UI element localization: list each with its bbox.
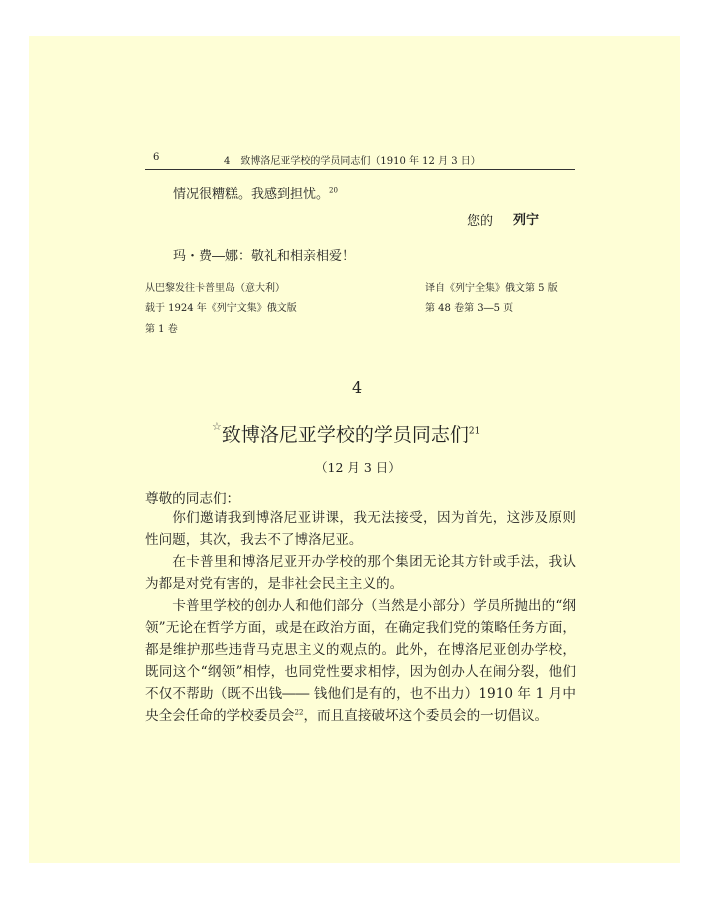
footnote-ref-21: 21: [468, 426, 481, 437]
closing-yours: 您的: [467, 214, 494, 229]
paragraph-1: 你们邀请我到博洛尼亚讲课，我无法接受，因为首先，这涉及原则性问题，其次，我去不了博洛尼亚。: [145, 510, 576, 548]
page-number: 6: [153, 152, 160, 163]
closing-signature: 列宁: [513, 213, 540, 228]
letter-date: （12 月 3 日）: [315, 460, 401, 475]
source-right-2: 第 48 卷第 3―5 页: [425, 303, 514, 314]
source-left-1: 从巴黎发往卡普里岛（意大利）: [145, 283, 285, 294]
letter-title: ☆致博洛尼亚学校的学员同志们$^{21}$: [212, 420, 481, 446]
star-icon: ☆: [212, 420, 222, 433]
letter-body: [145, 507, 576, 727]
paragraph-2: 在卡普里和博洛尼亚开办学校的那个集团无论其方针或手法，我认为都是对党有害的，是非社会民主主义的。: [145, 554, 576, 592]
footnote-ref-22: 22: [294, 708, 304, 717]
source-left-3: 第 1 卷: [145, 324, 178, 335]
postscript: 玛・费―娜：敬礼和相亲相爱！: [173, 249, 356, 264]
prev-letter-line: 情况很糟糕。我感到担忧。$^{20}$: [173, 186, 338, 202]
footnote-ref-20: 20: [329, 186, 338, 195]
source-right-1: 译自《列宁全集》俄文第 5 版: [425, 283, 558, 294]
running-title: 4 致博洛尼亚学校的学员同志们（1910 年 12 月 3 日）: [224, 156, 481, 167]
salutation: 尊敬的同志们：: [145, 491, 241, 507]
paragraph-3: 卡普里学校的创办人和他们部分（当然是小部分）学员所抛出的“纲领”无论在哲学方面，或是在政治方面，在确定我们党的策略任务方面，都是维护那些违背马克思主义的观点的。此外，在博洛尼亚创办学校，既同这个“纲领”相悖，也同党性要求相悖，因为创办人在闹分裂，他们不仅不帮助（既不出钱―― 钱他们是有的，也不出力）1910 年 1 月中央全会任命的学校委员会$^{22}$，而且直接破坏这个委员会的一切倡议。: [145, 598, 576, 724]
header-rule: [145, 169, 575, 170]
letter-number: 4: [352, 378, 363, 397]
source-left-2: 载于 1924 年《列宁文集》俄文版: [145, 303, 297, 314]
